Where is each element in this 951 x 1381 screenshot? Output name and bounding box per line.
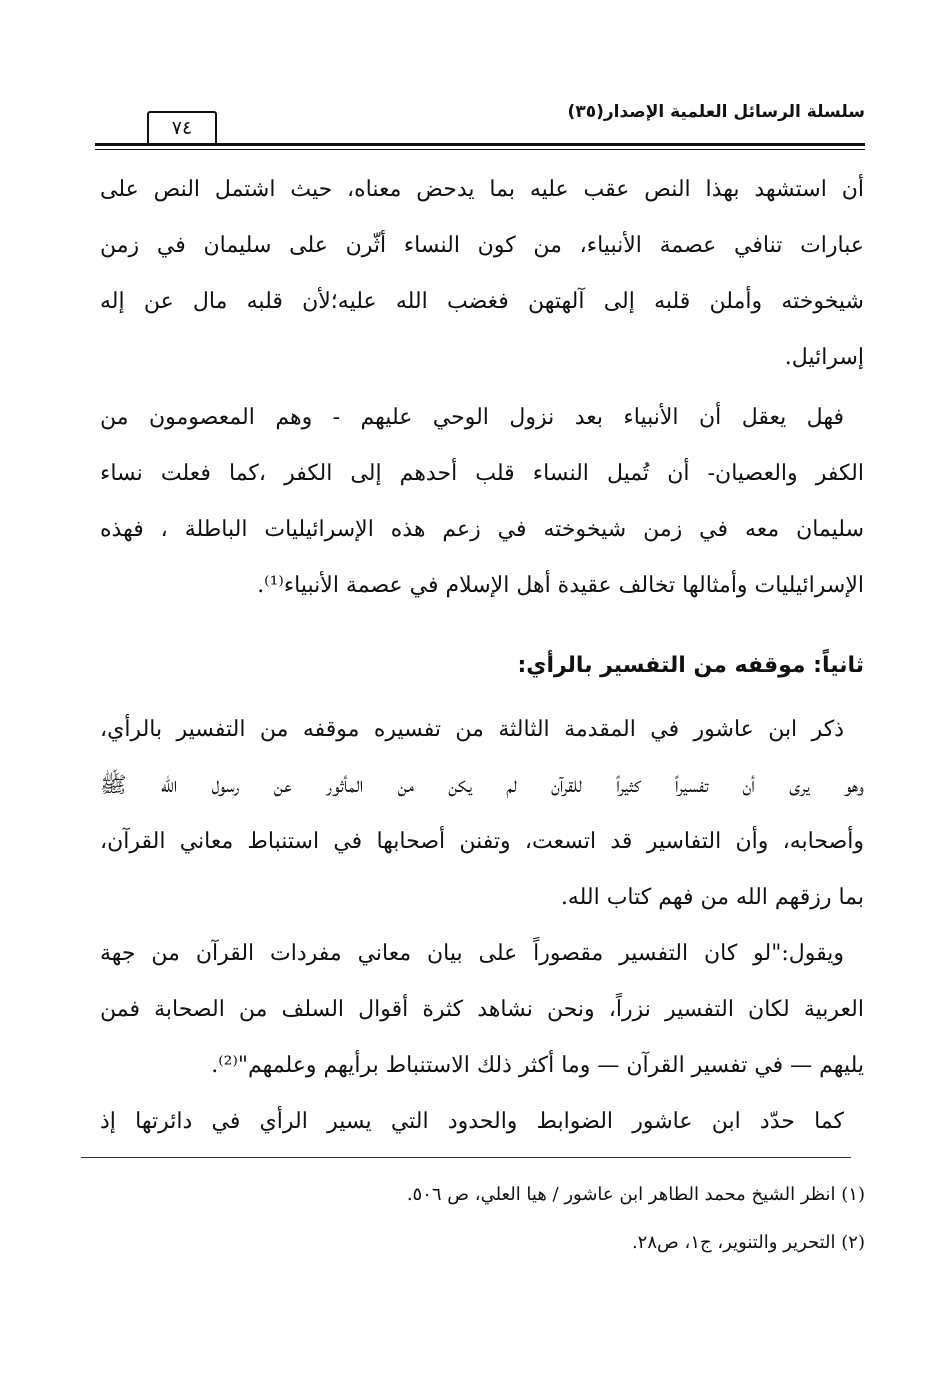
text-line: عبارات تنافي عصمة الأنبياء، من كون النساء أثّرن على سليمان في زمن	[100, 233, 864, 258]
text-line: ويقول:"لو كان التفسير مقصوراً على بيان معاني مفردات القرآن من جهة	[100, 941, 844, 966]
header-rule-thin	[95, 149, 865, 150]
text-line: أن استشهد بهذا النص عقب عليه بما يدحض معناه، حيث اشتمل النص على	[100, 177, 864, 202]
footnote-separator	[81, 1157, 851, 1158]
page-number: ٧٤	[147, 111, 217, 143]
text-line: بما رزقهم الله من فهم كتاب الله.	[560, 885, 864, 910]
footnote-2: (٢) التحرير والتنوير، ج١، ص٢٨.	[631, 1232, 865, 1253]
text-line: الكفر والعصيان- أن تُميل النساء قلب أحدهم إلى الكفر ،كما فعلت نساء	[100, 461, 864, 486]
text-line: العربية لكان التفسير نزراً، ونحن نشاهد كثرة أقوال السلف من الصحابة فمن	[100, 997, 864, 1022]
text-line: وأصحابه، وأن التفاسير قد اتسعت، وتفنن أصحابها في استنباط معاني القرآن،	[100, 829, 864, 854]
text-line: الإسرائيليات وأمثالها تخالف عقيدة أهل الإسلام في عصمة الأنبياء⁽¹⁾.	[257, 573, 864, 598]
text-line: وهو يرى أن تفسيراً كثيراً للقرآن لم يكن من المأثور عن رسول الله ﷺ	[100, 773, 864, 798]
series-title: سلسلة الرسائل العلمية الإصدار(٣٥)	[567, 102, 865, 122]
text-line: كما حدّد ابن عاشور الضوابط والحدود التي يسير الرأي في دائرتها إذ	[100, 1109, 844, 1134]
footnote-1: (١) انظر الشيخ محمد الطاهر ابن عاشور / هيا العلي، ص ٥٠٦.	[406, 1184, 865, 1205]
text-line: ذكر ابن عاشور في المقدمة الثالثة من تفسيره موقفه من التفسير بالرأي،	[100, 717, 844, 742]
text-line: سليمان معه في زمن شيخوخته في زعم هذه الإسرائيليات الباطلة ، فهذه	[100, 517, 864, 542]
text-line: يليهم — في تفسير القرآن — وما أكثر ذلك الاستنباط برأيهم وعلمهم"⁽²⁾.	[211, 1053, 864, 1078]
text-line: فهل يعقل أن الأنبياء بعد نزول الوحي عليهم - وهم المعصومون من	[100, 405, 844, 430]
text-line: شيخوخته وأملن قلبه إلى آلهتهن فغضب الله عليه؛لأن قلبه مال عن إله	[100, 289, 864, 314]
text-line: إسرائيل.	[784, 345, 864, 370]
running-header	[95, 96, 865, 152]
header-rule-thick	[95, 143, 865, 146]
section-heading: ثانياً: موقفه من التفسير بالرأي:	[517, 653, 864, 678]
